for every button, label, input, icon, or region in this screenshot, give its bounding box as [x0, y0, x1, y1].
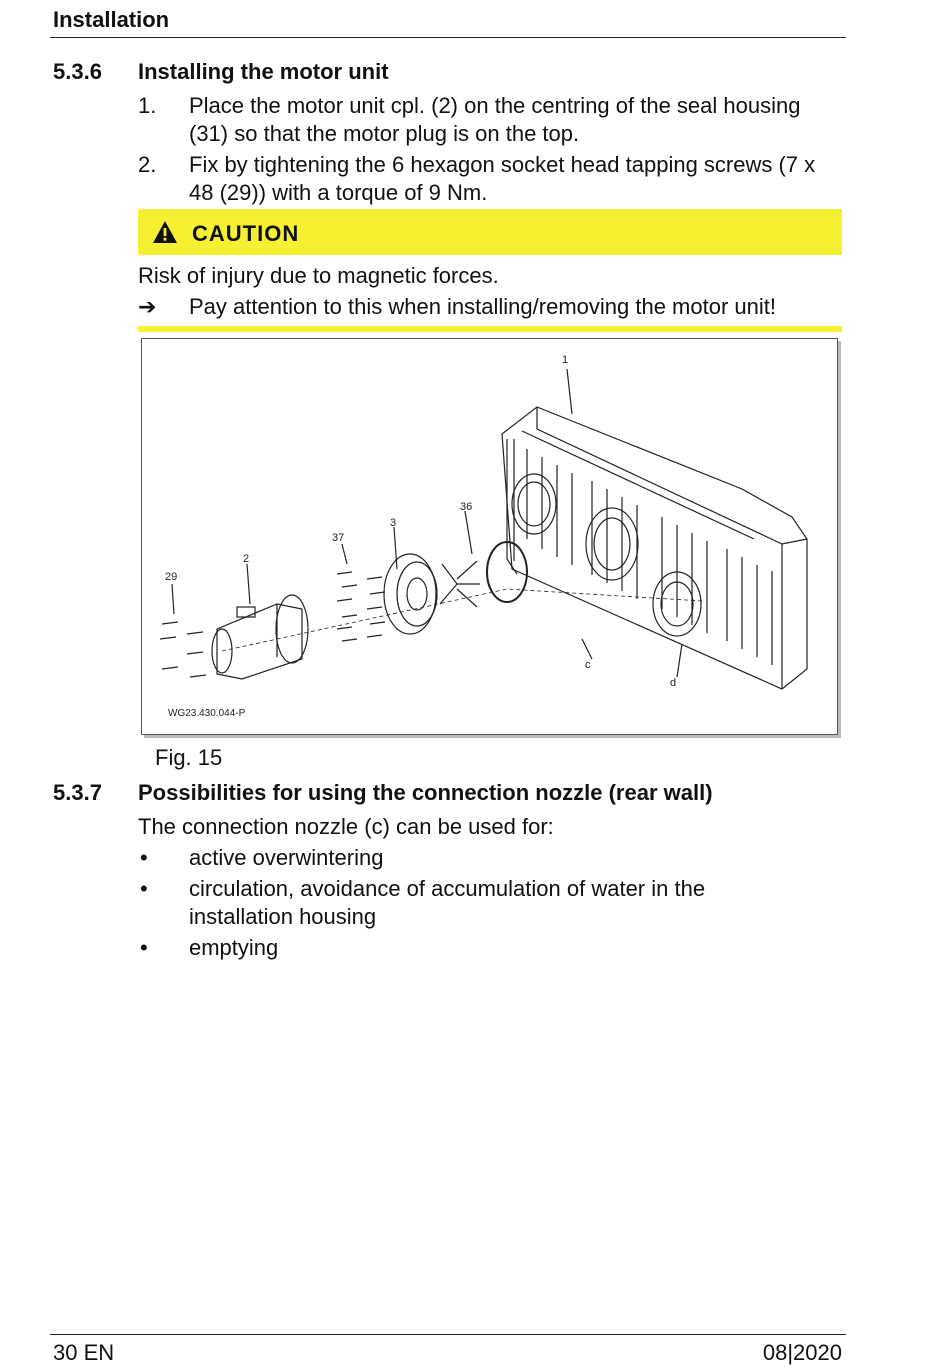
section-title: Installing the motor unit: [138, 59, 389, 84]
footer-rule: [50, 1334, 846, 1335]
bullet-item: circulation, avoidance of accumulation of water in the installation housing: [189, 876, 706, 929]
step-number: 1.: [138, 93, 157, 118]
step-number: 2.: [138, 152, 157, 177]
callout-c: c: [585, 659, 591, 671]
warning-triangle-icon: [152, 220, 178, 244]
step-text: Place the motor unit cpl. (2) on the centring of the seal housing (31) so that the motor plug is on the top.: [189, 93, 801, 146]
callout-36: 36: [460, 501, 473, 513]
callout-2: 2: [243, 553, 250, 565]
section-title: Possibilities for using the connection nozzle (rear wall): [138, 780, 713, 805]
callout-3: 3: [390, 517, 397, 529]
bullet-marker: •: [140, 876, 148, 901]
bullet-marker: •: [140, 935, 148, 960]
caution-risk-text: Risk of injury due to magnetic forces.: [138, 263, 499, 288]
drawing-id: WG23.430.044-P: [168, 708, 246, 719]
callout-29: 29: [165, 571, 178, 583]
step-text: Fix by tightening the 6 hexagon socket head tapping screws (7 x 48 (29)) with a torque of 9 Nm.: [189, 152, 816, 205]
bullet-item: active overwintering: [189, 845, 384, 870]
page-number: 30 EN: [53, 1340, 115, 1365]
caution-banner: [138, 209, 842, 255]
section-number: 5.3.7: [53, 780, 102, 805]
callout-1: 1: [562, 354, 569, 366]
caution-bottom-rule: [138, 326, 842, 332]
arrow-icon: ➔: [138, 294, 157, 319]
caution-instruction: Pay attention to this when installing/removing the motor unit!: [189, 294, 776, 319]
bullet-item: emptying: [189, 935, 279, 960]
figure-caption: Fig. 15: [155, 745, 223, 770]
callout-37: 37: [332, 532, 345, 544]
callout-d: d: [670, 677, 677, 689]
section-intro: The connection nozzle (c) can be used for:: [138, 814, 554, 839]
document-date: 08|2020: [762, 1340, 842, 1365]
bullet-marker: •: [140, 845, 148, 870]
caution-label: CAUTION: [192, 221, 300, 246]
page-header-title: Installation: [53, 7, 170, 32]
exploded-view-figure: [141, 338, 838, 735]
motor-unit-exploded-drawing: [142, 339, 837, 734]
header-rule: [50, 37, 846, 38]
section-number: 5.3.6: [53, 59, 102, 84]
